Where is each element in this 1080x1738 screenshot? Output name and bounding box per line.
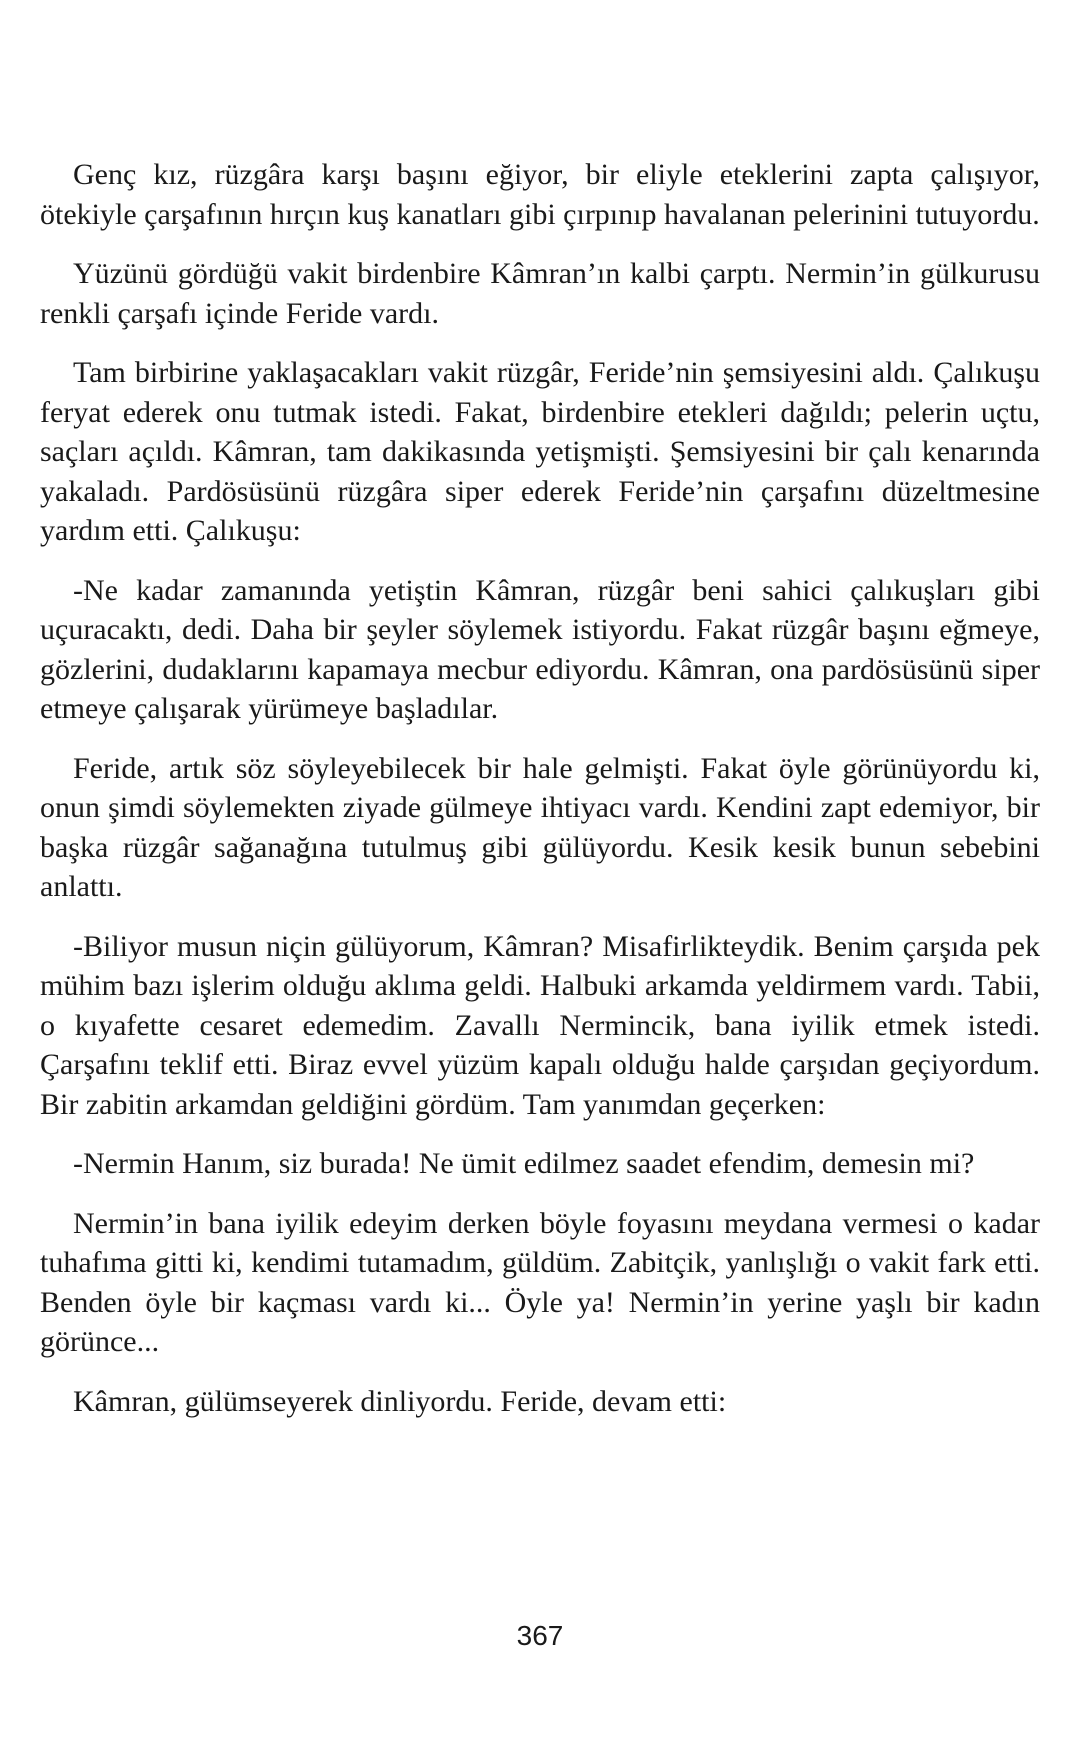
paragraph: Genç kız, rüzgâra karşı başını eğiyor, bir eliyle eteklerini zapta çalışıyor, ötekiyle çarşafının hırçın kuş kanatları gibi çırpınıp havalanan pelerinini tutuyordu. bbox=[40, 158, 1040, 231]
paragraph: Tam birbirine yaklaşacakları vakit rüzgâr, Feride’nin şemsiyesini aldı. Çalıkuşu feryat ederek onu tutmak istedi. Fakat, birdenbire etekleri dağıldı; pelerin uçtu, saçları açıldı. Kâmran, tam dakikasında yetişmişti. Şemsiyesini bir çalı kenarında yakaladı. Pardösüsünü rüzgâra siper ederek Feride’nin çarşafını düzeltmesine yardım etti. Çalıkuşu: bbox=[40, 356, 1040, 547]
paragraph: -Biliyor musun niçin gülüyorum, Kâmran? Misafirlikteydik. Benim çarşıda pek mühim bazı işlerim olduğu aklıma geldi. Halbuki arkamda yeldirmem vardı. Tabii, o kıyafette cesaret edemedim. Zavallı Nermincik, bana iyilik etmek istedi. Çarşafını teklif etti. Biraz evvel yüzüm kapalı olduğu halde çarşıdan geçiyordum. Bir zabitin arkamdan geldiğini gördüm. Tam yanımdan geçerken: bbox=[40, 929, 1040, 1121]
paragraph: Feride, artık söz söyleyebilecek bir hale gelmişti. Fakat öyle görünüyordu ki, onun şimdi söylemekten ziyade gülmeye ihtiyacı vardı. Kendini zapt edemiyor, bir başka rüzgâr sağanağına tutulmuş gibi gülüyordu. Kesik kesik bunun sebebini anlattı. bbox=[40, 751, 1040, 903]
paragraph: Kâmran, gülümseyerek dinliyordu. Feride, devam etti: bbox=[73, 1384, 727, 1418]
paragraph: Yüzünü gördüğü vakit birdenbire Kâmran’ın kalbi çarptı. Nermin’in gülkurusu renkli çarşafı içinde Feride vardı. bbox=[40, 257, 1040, 330]
paragraph: -Ne kadar zamanında yetiştin Kâmran, rüzgâr beni sahici çalıkuşları gibi uçuracaktı, dedi. Daha bir şeyler söylemek istiyordu. Fakat rüzgâr başını eğmeye, gözlerini, dudaklarını kapamaya mecbur ediyordu. Kâmran, ona pardösüsünü siper etmeye çalışarak yürümeye başladılar. bbox=[40, 573, 1040, 725]
page-body bbox=[40, 155, 1040, 1441]
paragraph: -Nermin Hanım, siz burada! Ne ümit edilmez saadet efendim, demesin mi? bbox=[73, 1147, 975, 1180]
paragraph: Nermin’in bana iyilik edeyim derken böyle foyasını meydana vermesi o kadar tuhafıma gitti ki, kendimi tutamadım, güldüm. Zabitçik, yanlışlığı o vakit fark etti. Benden öyle bir kaçması vardı ki... Öyle ya! Nermin’in yerine yaşlı bir kadın görünce... bbox=[40, 1206, 1040, 1358]
page-number: 367 bbox=[516, 1620, 564, 1651]
